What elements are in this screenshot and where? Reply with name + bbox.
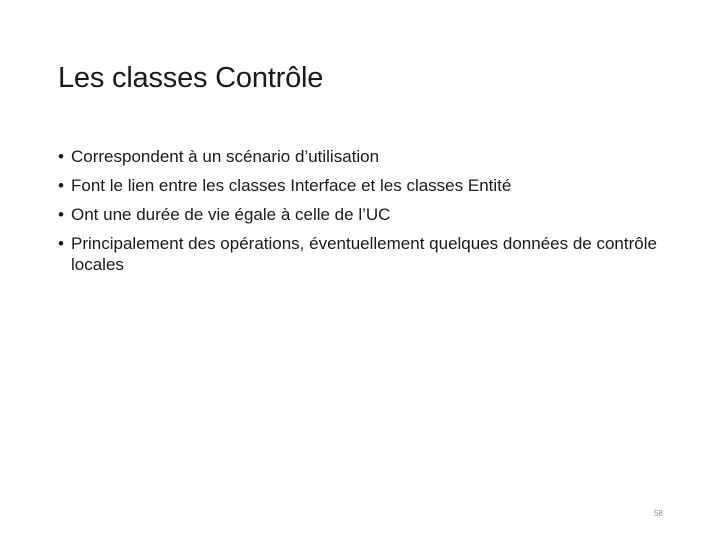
bullet-text: Font le lien entre les classes Interface et les classes Entité <box>71 176 512 195</box>
bullet-text: Principalement des opérations, éventuellement quelques données de contrôle locales <box>71 234 657 274</box>
page-number: 58 <box>654 509 663 518</box>
bullet-item <box>58 204 678 225</box>
slide-title: Les classes Contrôle <box>58 62 324 94</box>
bullet-item <box>58 175 678 196</box>
bullet-marker: • <box>58 234 64 253</box>
bullet-item <box>58 233 678 275</box>
bullet-text: Correspondent à un scénario d’utilisation <box>71 147 380 166</box>
bullet-text: Ont une durée de vie égale à celle de l’UC <box>71 205 391 224</box>
bullet-marker: • <box>58 205 64 224</box>
bullet-marker: • <box>58 176 64 195</box>
bullet-item <box>58 146 678 167</box>
bullet-list <box>58 146 678 283</box>
bullet-marker: • <box>58 147 64 166</box>
